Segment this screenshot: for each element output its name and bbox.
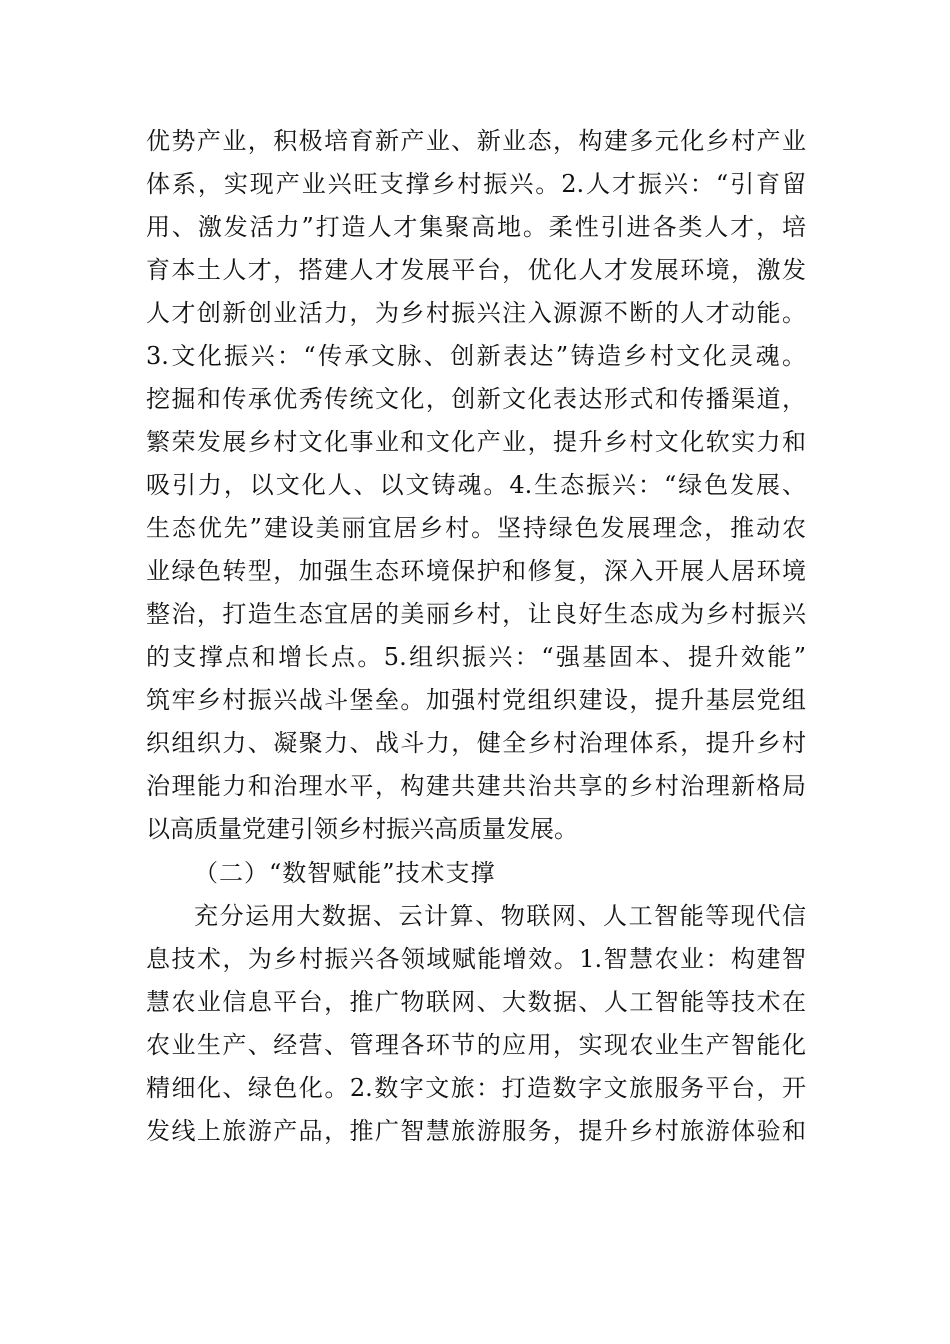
paragraph-line: 育本土人才，搭建人才发展平台，优化人才发展环境，激发: [146, 256, 806, 284]
paragraph-line: 筑牢乡村振兴战斗堡垒。加强村党组织建设，提升基层党组: [146, 686, 806, 714]
paragraph-line: 治理能力和治理水平，构建共建共治共享的乡村治理新格局: [146, 772, 806, 800]
paragraph-line: 用、激发活力”打造人才集聚高地。柔性引进各类人才，培: [146, 213, 806, 241]
paragraph-line: 优势产业，积极培育新产业、新业态，构建多元化乡村产业: [146, 127, 806, 155]
paragraph-line: 业绿色转型，加强生态环境保护和修复，深入开展人居环境: [146, 557, 806, 585]
paragraph-line: 繁荣发展乡村文化事业和文化产业，提升乡村文化软实力和: [146, 428, 806, 456]
paragraph-line: 体系，实现产业兴旺支撑乡村振兴。2.人才振兴：“引育留: [146, 170, 806, 198]
paragraph-line: 息技术，为乡村振兴各领域赋能增效。1.智慧农业：构建智: [146, 945, 806, 973]
section-heading-digital-empowerment: （二）“数智赋能”技术支撑: [194, 859, 496, 887]
paragraph-line: 的支撑点和增长点。5.组织振兴：“强基固本、提升效能”: [146, 643, 806, 671]
paragraph-first-line: 充分运用大数据、云计算、物联网、人工智能等现代信: [194, 902, 806, 930]
paragraph-line: 3.文化振兴：“传承文脉、创新表达”铸造乡村文化灵魂。: [146, 342, 806, 370]
paragraph-line: 发线上旅游产品，推广智慧旅游服务，提升乡村旅游体验和: [146, 1117, 806, 1145]
paragraph-line: 农业生产、经营、管理各环节的应用，实现农业生产智能化: [146, 1031, 806, 1059]
paragraph-line: 织组织力、凝聚力、战斗力，健全乡村治理体系，提升乡村: [146, 729, 806, 757]
paragraph-line: 以高质量党建引领乡村振兴高质量发展。: [146, 815, 578, 843]
paragraph-line: 人才创新创业活力，为乡村振兴注入源源不断的人才动能。: [146, 299, 806, 327]
paragraph-line: 吸引力，以文化人、以文铸魂。4.生态振兴：“绿色发展、: [146, 471, 806, 499]
paragraph-line: 挖掘和传承优秀传统文化，创新文化表达形式和传播渠道，: [146, 385, 806, 413]
paragraph-line: 生态优先”建设美丽宜居乡村。坚持绿色发展理念，推动农: [146, 514, 806, 542]
paragraph-line: 整治，打造生态宜居的美丽乡村，让良好生态成为乡村振兴: [146, 600, 806, 628]
paragraph-line: 慧农业信息平台，推广物联网、大数据、人工智能等技术在: [146, 988, 806, 1016]
paragraph-line: 精细化、绿色化。2.数字文旅：打造数字文旅服务平台，开: [146, 1074, 806, 1102]
